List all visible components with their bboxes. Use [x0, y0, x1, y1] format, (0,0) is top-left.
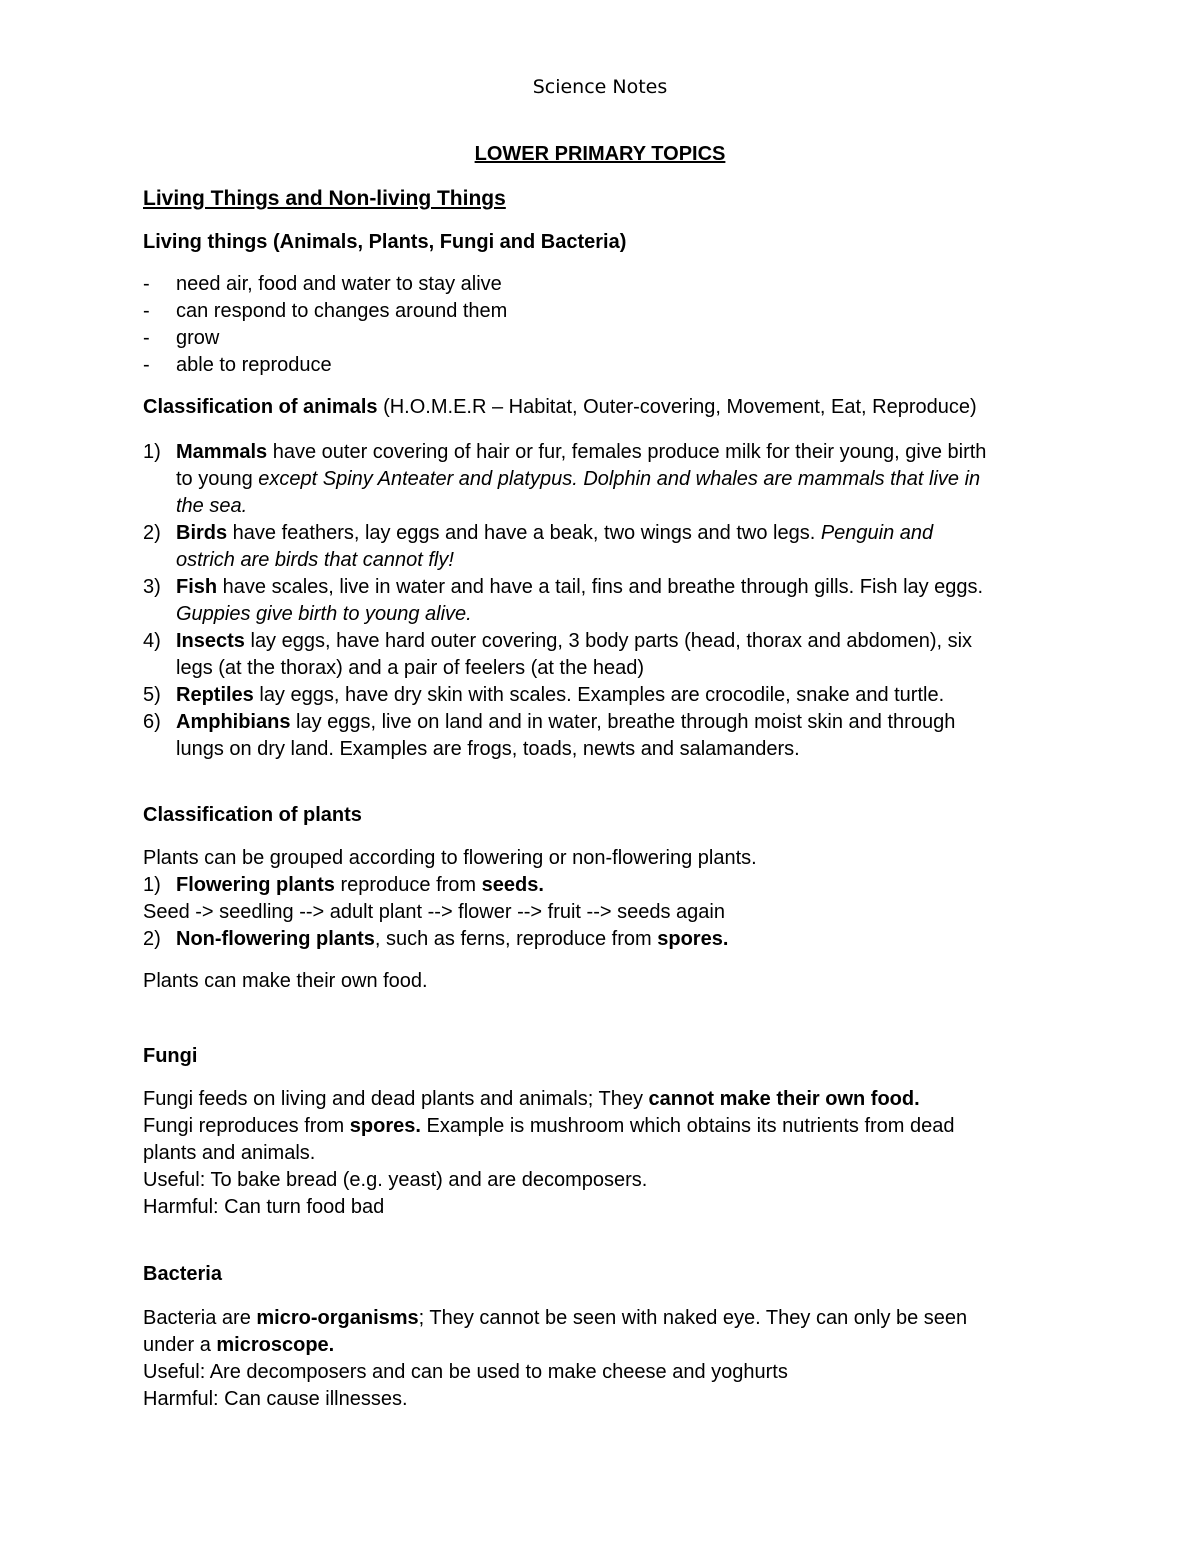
- list-item: [143, 271, 1103, 298]
- term-amphibians: Amphibians: [176, 711, 291, 733]
- fungi-line-2: Fungi reproduces from spores. Example is mushroom which obtains its nutrients from dead: [143, 1115, 955, 1137]
- living-things-list: [143, 271, 1103, 379]
- item-text: lay eggs, have hard outer covering, 3 body parts (head, thorax and abdomen), six: [244, 630, 973, 652]
- item-text: have scales, live in water and have a tail, fins and breathe through gills. Fish lay eggs.: [217, 576, 984, 598]
- term-spores: spores.: [657, 928, 729, 950]
- bullet-marker: -: [143, 273, 150, 295]
- fungi-line-3: plants and animals.: [143, 1142, 316, 1164]
- term-non-flowering-plants: Non-flowering plants: [176, 928, 375, 950]
- plants-closing-text: Plants can make their own food.: [143, 970, 428, 992]
- bacteria-line-1: Bacteria are micro-organisms; They cannot be seen with naked eye. They can only be seen: [143, 1307, 968, 1329]
- plants-heading: Classification of plants: [143, 804, 362, 826]
- item-number: 3): [143, 576, 161, 598]
- term-birds: Birds: [176, 522, 228, 544]
- document-title: Science Notes: [532, 76, 668, 98]
- main-heading: LOWER PRIMARY TOPICS: [474, 143, 726, 165]
- term-flowering-plants: Flowering plants: [176, 874, 335, 896]
- term-seeds: seeds.: [481, 874, 544, 896]
- term-fish: Fish: [176, 576, 218, 598]
- bacteria-heading: Bacteria: [143, 1263, 222, 1285]
- item-text: reproduce from: [334, 874, 482, 896]
- item-text: lay eggs, have dry skin with scales. Examples are crocodile, snake and turtle.: [253, 684, 945, 706]
- animals-heading-bold: Classification of animals: [143, 396, 378, 418]
- bacteria-harmful: Harmful: Can cause illnesses.: [143, 1388, 408, 1410]
- list-item-text: can respond to changes around them: [176, 300, 508, 322]
- list-item-insects: [143, 628, 1103, 682]
- living-things-subheading: Living things (Animals, Plants, Fungi and Bacteria): [143, 231, 627, 253]
- bullet-marker: -: [143, 354, 150, 376]
- list-item-reptiles: [143, 682, 1103, 709]
- bullet-marker: -: [143, 300, 150, 322]
- bacteria-section: [143, 1305, 1103, 1413]
- fungi-useful: Useful: To bake bread (e.g. yeast) and are decomposers.: [143, 1169, 648, 1191]
- item-number: 4): [143, 630, 161, 652]
- item-text: legs (at the thorax) and a pair of feelers (at the head): [176, 657, 645, 679]
- plant-life-cycle: Seed -> seedling --> adult plant --> flower --> fruit --> seeds again: [143, 901, 725, 923]
- list-item-mammals: [143, 439, 1103, 520]
- fungi-harmful: Harmful: Can turn food bad: [143, 1196, 385, 1218]
- list-item: [143, 298, 1103, 325]
- list-item-text: grow: [176, 327, 220, 349]
- item-text: , such as ferns, reproduce from: [374, 928, 658, 950]
- term-insects: Insects: [176, 630, 245, 652]
- fungi-section: [143, 1086, 1103, 1221]
- item-text: lungs on dry land. Examples are frogs, toads, newts and salamanders.: [176, 738, 800, 760]
- item-text: lay eggs, live on land and in water, breathe through moist skin and through: [290, 711, 956, 733]
- item-text: to young: [176, 468, 259, 490]
- item-number: 6): [143, 711, 161, 733]
- plants-intro: Plants can be grouped according to flowering or non-flowering plants.: [143, 847, 757, 869]
- item-number: 1): [143, 874, 161, 896]
- list-item-non-flowering: [143, 926, 1103, 953]
- list-item: [143, 352, 1103, 379]
- item-italic-note: Guppies give birth to young alive.: [176, 603, 472, 625]
- item-number: 2): [143, 928, 161, 950]
- list-item-text: able to reproduce: [176, 354, 332, 376]
- item-text: have feathers, lay eggs and have a beak, two wings and two legs.: [227, 522, 821, 544]
- list-item-birds: [143, 520, 1103, 574]
- animals-heading: [143, 394, 977, 421]
- item-italic-note: the sea.: [176, 495, 248, 517]
- bacteria-useful: Useful: Are decomposers and can be used to make cheese and yoghurts: [143, 1361, 788, 1383]
- list-item: [143, 325, 1103, 352]
- fungi-line-1: Fungi feeds on living and dead plants and animals; They cannot make their own food.: [143, 1088, 920, 1110]
- list-item-text: need air, food and water to stay alive: [176, 273, 502, 295]
- item-italic-note: ostrich are birds that cannot fly!: [176, 549, 454, 571]
- section-heading-living-things: Living Things and Non-living Things: [143, 187, 506, 210]
- fungi-heading: Fungi: [143, 1045, 198, 1067]
- item-number: 1): [143, 441, 161, 463]
- item-number: 2): [143, 522, 161, 544]
- animals-heading-acronym: (H.O.M.E.R – Habitat, Outer-covering, Movement, Eat, Reproduce): [377, 396, 977, 418]
- item-number: 5): [143, 684, 161, 706]
- item-italic-note: Penguin and: [820, 522, 934, 544]
- plants-closing: [143, 968, 1103, 995]
- item-italic-note: except Spiny Anteater and platypus. Dolphin and whales are mammals that live in: [258, 468, 981, 490]
- animals-list: [143, 439, 1103, 763]
- plants-section: [143, 845, 1103, 953]
- bacteria-line-2: under a microscope.: [143, 1334, 335, 1356]
- list-item-fish: [143, 574, 1103, 628]
- term-mammals: Mammals: [176, 441, 268, 463]
- list-item-amphibians: [143, 709, 1103, 763]
- list-item-flowering: [143, 872, 1103, 899]
- bullet-marker: -: [143, 327, 150, 349]
- item-text: have outer covering of hair or fur, females produce milk for their young, give birth: [267, 441, 987, 463]
- term-reptiles: Reptiles: [176, 684, 254, 706]
